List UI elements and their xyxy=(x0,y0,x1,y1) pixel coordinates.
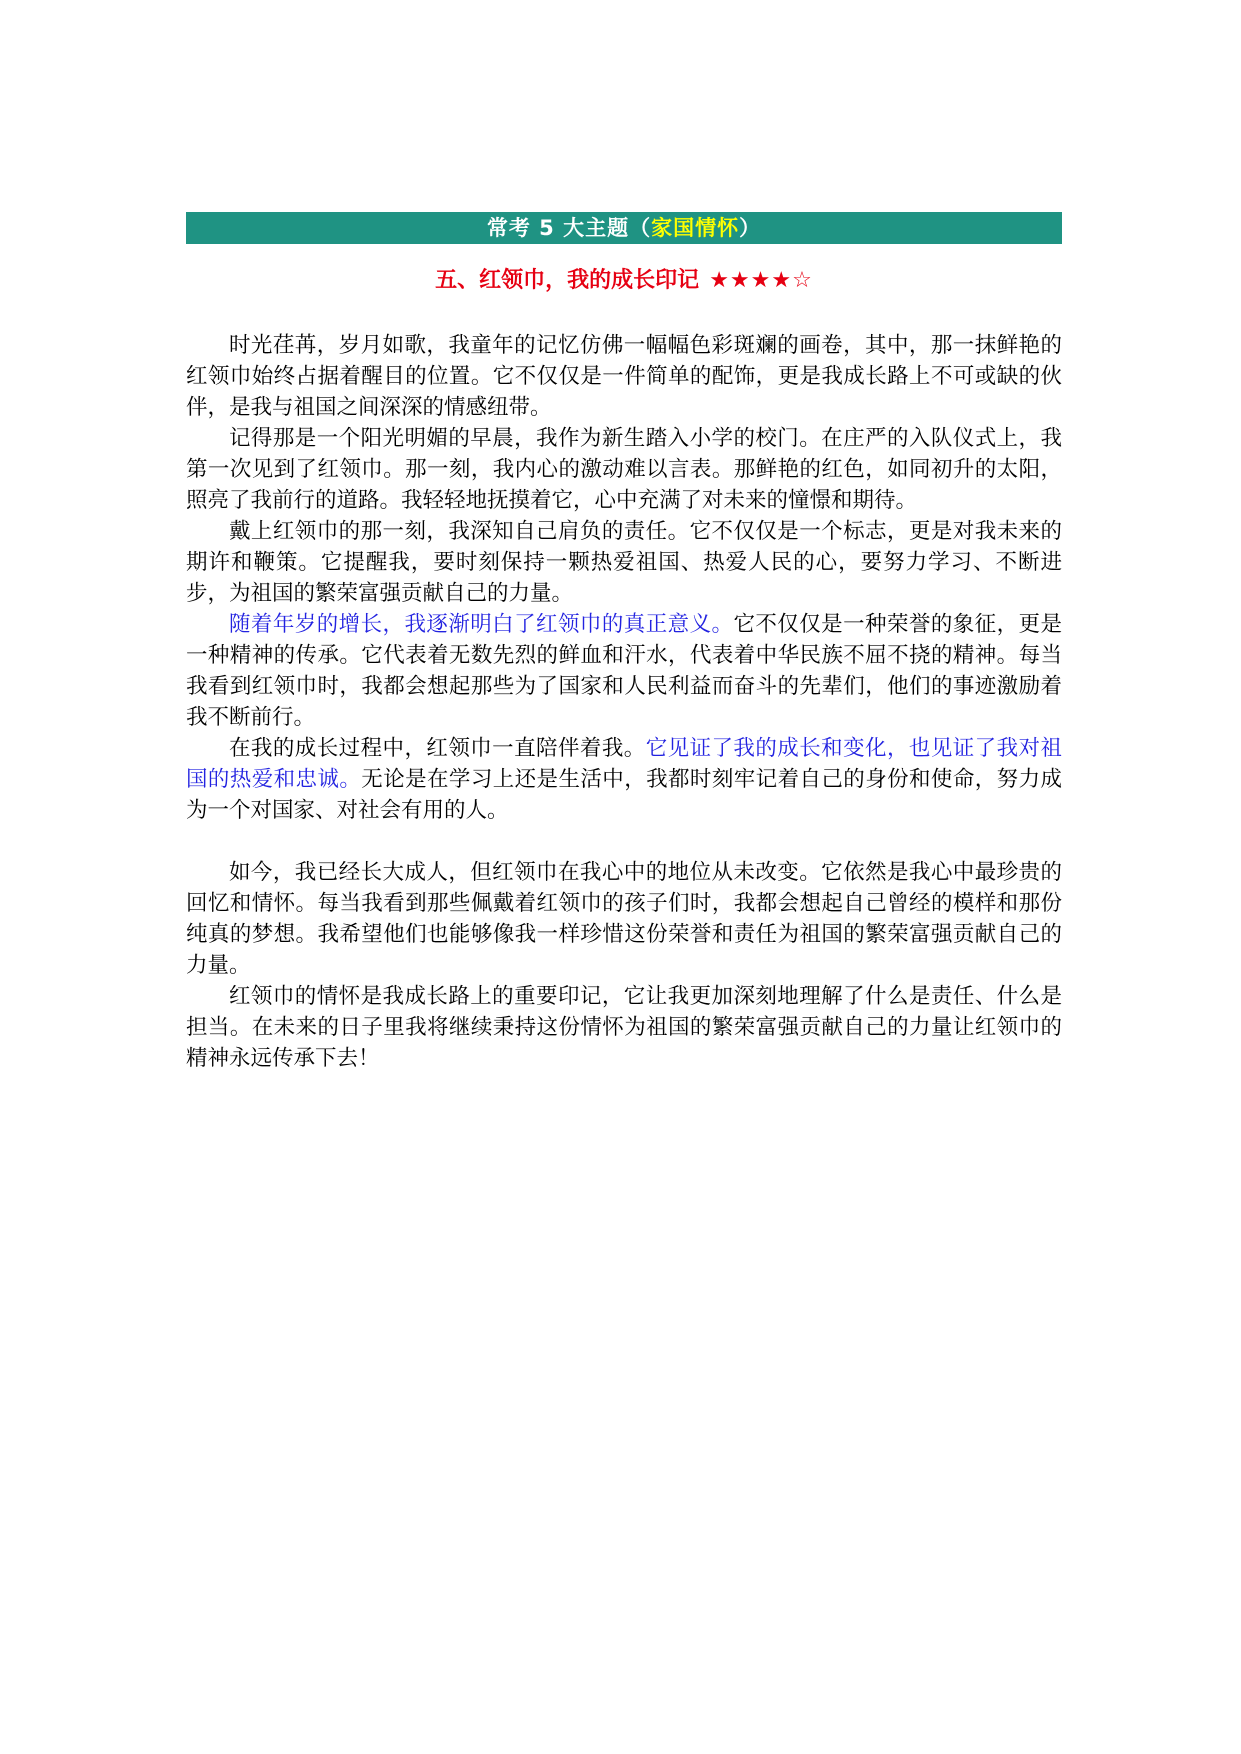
paragraph-7: 红领巾的情怀是我成长路上的重要印记，它让我更加深刻地理解了什么是责任、什么是担当。在未来的日子里我将继续秉持这份情怀为祖国的繁荣富强贡献自己的力量让红领巾的精神永远传承下去！ xyxy=(186,984,1062,1071)
paragraph-5-after: 无论是在学习上还是生活中，我都时刻牢记着自己的身份和使命，努力成为一个对国家、对社会有用的人。 xyxy=(186,767,1062,823)
paragraph-2: 记得那是一个阳光明媚的早晨，我作为新生踏入小学的校门。在庄严的入队仪式上，我第一次见到了红领巾。那一刻，我内心的激动难以言表。那鲜艳的红色，如同初升的太阳，照亮了我前行的道路。我轻轻地抚摸着它，心中充满了对未来的憧憬和期待。 xyxy=(186,426,1062,513)
section-title-text: 五、红领巾，我的成长印记 xyxy=(435,268,700,293)
section-title xyxy=(186,264,1062,298)
banner-title-prefix: 常考 5 大主题（ xyxy=(486,216,652,240)
paragraph-3: 戴上红领巾的那一刻，我深知自己肩负的责任。它不仅仅是一个标志，更是对我未来的期许和鞭策。它提醒我，要时刻保持一颗热爱祖国、热爱人民的心，要努力学习、不断进步，为祖国的繁荣富强贡献自己的力量。 xyxy=(186,519,1062,606)
paragraph-1: 时光荏苒，岁月如歌，我童年的记忆仿佛一幅幅色彩斑斓的画卷，其中，那一抹鲜艳的红领巾始终占据着醒目的位置。它不仅仅是一件简单的配饰，更是我成长路上不可或缺的伙伴，是我与祖国之间深深的情感纽带。 xyxy=(186,333,1062,420)
essay-body xyxy=(186,330,1062,1074)
paragraph-4-highlight: 随着年岁的增长，我逐渐明白了红领巾的真正意义。 xyxy=(229,612,734,637)
banner-title-suffix: ） xyxy=(739,216,762,240)
star-rating: ★★★★☆ xyxy=(709,268,813,293)
paragraph-4 xyxy=(186,609,1062,733)
theme-banner xyxy=(186,212,1062,244)
banner-title-highlight: 家国情怀 xyxy=(651,216,740,240)
paragraph-5 xyxy=(186,733,1062,826)
page-content xyxy=(186,212,1062,1074)
paragraph-5-highlight: 它见证了我的成长和变化，也见证了我对祖国的热爱和忠诚。 xyxy=(186,736,1062,792)
paragraph-4-rest: 它不仅仅是一种荣誉的象征，更是一种精神的传承。它代表着无数先烈的鲜血和汗水，代表着中华民族不屈不挠的精神。每当我看到红领巾时，我都会想起那些为了国家和人民利益而奋斗的先辈们，他们的事迹激励着我不断前行。 xyxy=(186,612,1062,730)
paragraph-6: 如今，我已经长大成人，但红领巾在我心中的地位从未改变。它依然是我心中最珍贵的回忆和情怀。每当我看到那些佩戴着红领巾的孩子们时，我都会想起自己曾经的模样和那份纯真的梦想。我希望他们也能够像我一样珍惜这份荣誉和责任为祖国的繁荣富强贡献自己的力量。 xyxy=(186,860,1062,978)
paragraph-5-before: 在我的成长过程中，红领巾一直陪伴着我。 xyxy=(229,736,646,761)
